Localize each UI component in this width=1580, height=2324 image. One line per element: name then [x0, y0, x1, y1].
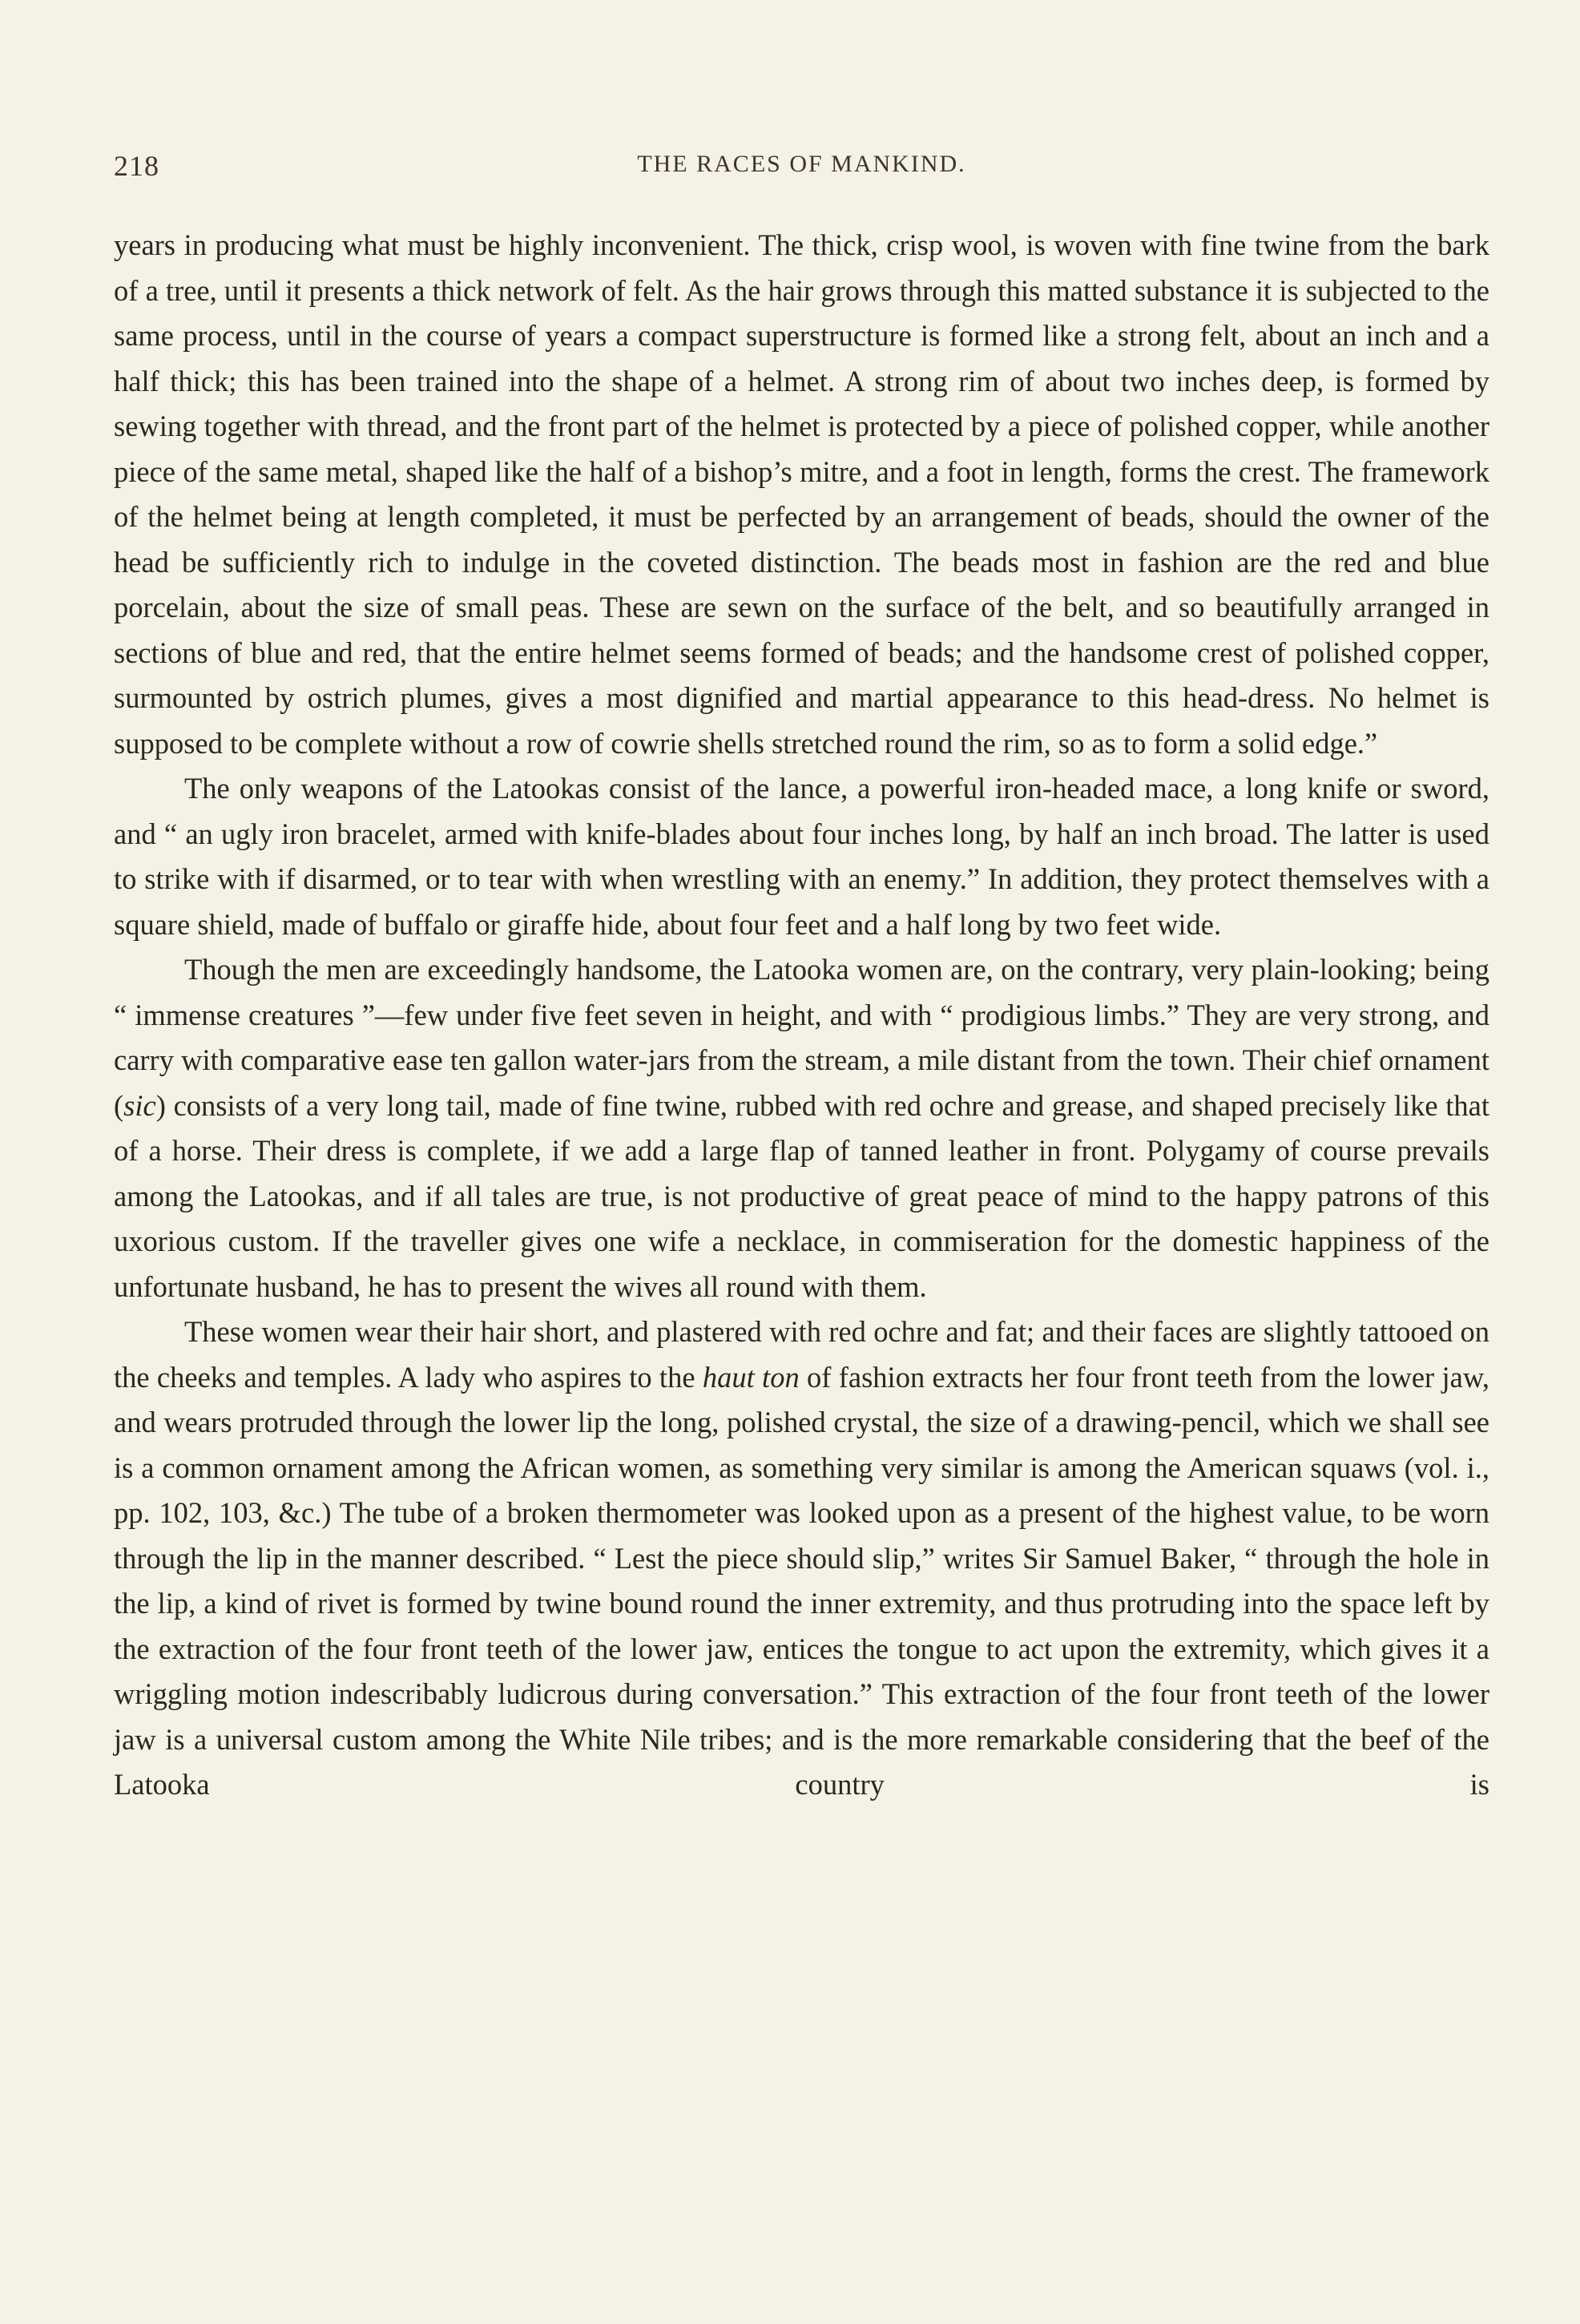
italic-sic: sic: [123, 1088, 156, 1122]
running-head: [114, 149, 1489, 189]
paragraph-ornaments: [114, 1309, 1489, 1808]
body-text: [114, 223, 1489, 1808]
paragraph-text: Though the men are exceedingly handsome, the Latooka women are, on the contrary, very plain-looking; being “ immense creatures ”—few under five feet seven in height, and with “ prodigious limbs.” They are very strong, and carry with comparative ease ten gallon water-jars from the stream, a mile distant from the town. Their chief ornament (: [114, 953, 1489, 1122]
paragraph-helmet-description: [114, 223, 1489, 766]
running-title: THE RACES OF MANKIND.: [637, 151, 966, 177]
paragraph-text: ) consists of a very long tail, made of fine twine, rubbed with red ochre and grease, and shaped precisely like that of a horse. Their dress is complete, if we add a large flap of tanned leather in front. Polygamy of course prevails among the Latookas, and if all tales are true, is not productive of great peace of mind to the happy patrons of this uxorious custom. If the traveller gives one wife a necklace, in commiseration for the domestic happiness of the unfortunate husband, he has to present the wives all round with them.: [114, 1088, 1489, 1303]
paragraph-weapons: [114, 766, 1489, 947]
italic-haut-ton: haut ton: [702, 1360, 800, 1394]
paragraph-latooka-women: [114, 947, 1489, 1309]
paragraph-text: The only weapons of the Latookas consist of the lance, a powerful iron-headed mace, a long knife or sword, and “ an ugly iron bracelet, armed with knife-blades about four inches long, by half an inch broad. The latter is used to strike with if disarmed, or to tear with when wrestling with an enemy.” In addition, they protect themselves with a square shield, made of buffalo or giraffe hide, about four feet and a half long by two feet wide.: [114, 772, 1489, 941]
paragraph-text: These women wear their hair short, and plastered with red ochre and fat; and their faces are slightly tattooed on the cheeks and temples. A lady who aspires to the: [114, 1315, 1489, 1394]
paragraph-text: years in producing what must be highly inconvenient. The thick, crisp wool, is woven with fine twine from the bark of a tree, until it presents a thick network of felt. As the hair grows through this matted substance it is subjected to the same process, until in the course of years a compact superstructure is formed like a strong felt, about an inch and a half thick; this has been trained into the shape of a helmet. A strong rim of about two inches deep, is formed by sewing together with thread, and the front part of the helmet is protected by a piece of polished copper, while another piece of the same metal, shaped like the half of a bishop’s mitre, and a foot in length, forms the crest. The framework of the helmet being at length completed, it must be perfected by an arrangement of beads, should the owner of the head be sufficiently rich to indulge in the coveted distinction. The beads most in fashion are the red and blue porcelain, about the size of small peas. These are sewn on the surface of the belt, and so beautifully arranged in sections of blue and red, that the entire helmet seems formed of beads; and the handsome crest of polished copper, surmounted by ostrich plumes, gives a most dignified and martial appearance to this head-dress. No helmet is supposed to be complete without a row of cowrie shells stretched round the rim, so as to form a solid edge.”: [114, 228, 1489, 760]
paragraph-text: of fashion extracts her four front teeth from the lower jaw, and wears protruded through the lower lip the long, polished crystal, the size of a drawing-pencil, which we shall see is a common ornament among the African women, as something very similar is among the American squaws (vol. i., pp. 102, 103, &c.) The tube of a broken thermometer was looked upon as a present of the highest value, to be worn through the lip in the manner described. “ Lest the piece should slip,” writes Sir Samuel Baker, “ through the hole in the lip, a kind of rivet is formed by twine bound round the inner extremity, and thus protruding into the space left by the extraction of the four front teeth of the lower jaw, entices the tongue to act upon the extremity, which gives it a wriggling motion indescribably ludicrous during conversation.” This extraction of the four front teeth of the lower jaw is a universal custom among the White Nile tribes; and is the more remarkable considering that the beef of the Latooka country is: [114, 1360, 1489, 1801]
page-number: 218: [114, 150, 159, 182]
